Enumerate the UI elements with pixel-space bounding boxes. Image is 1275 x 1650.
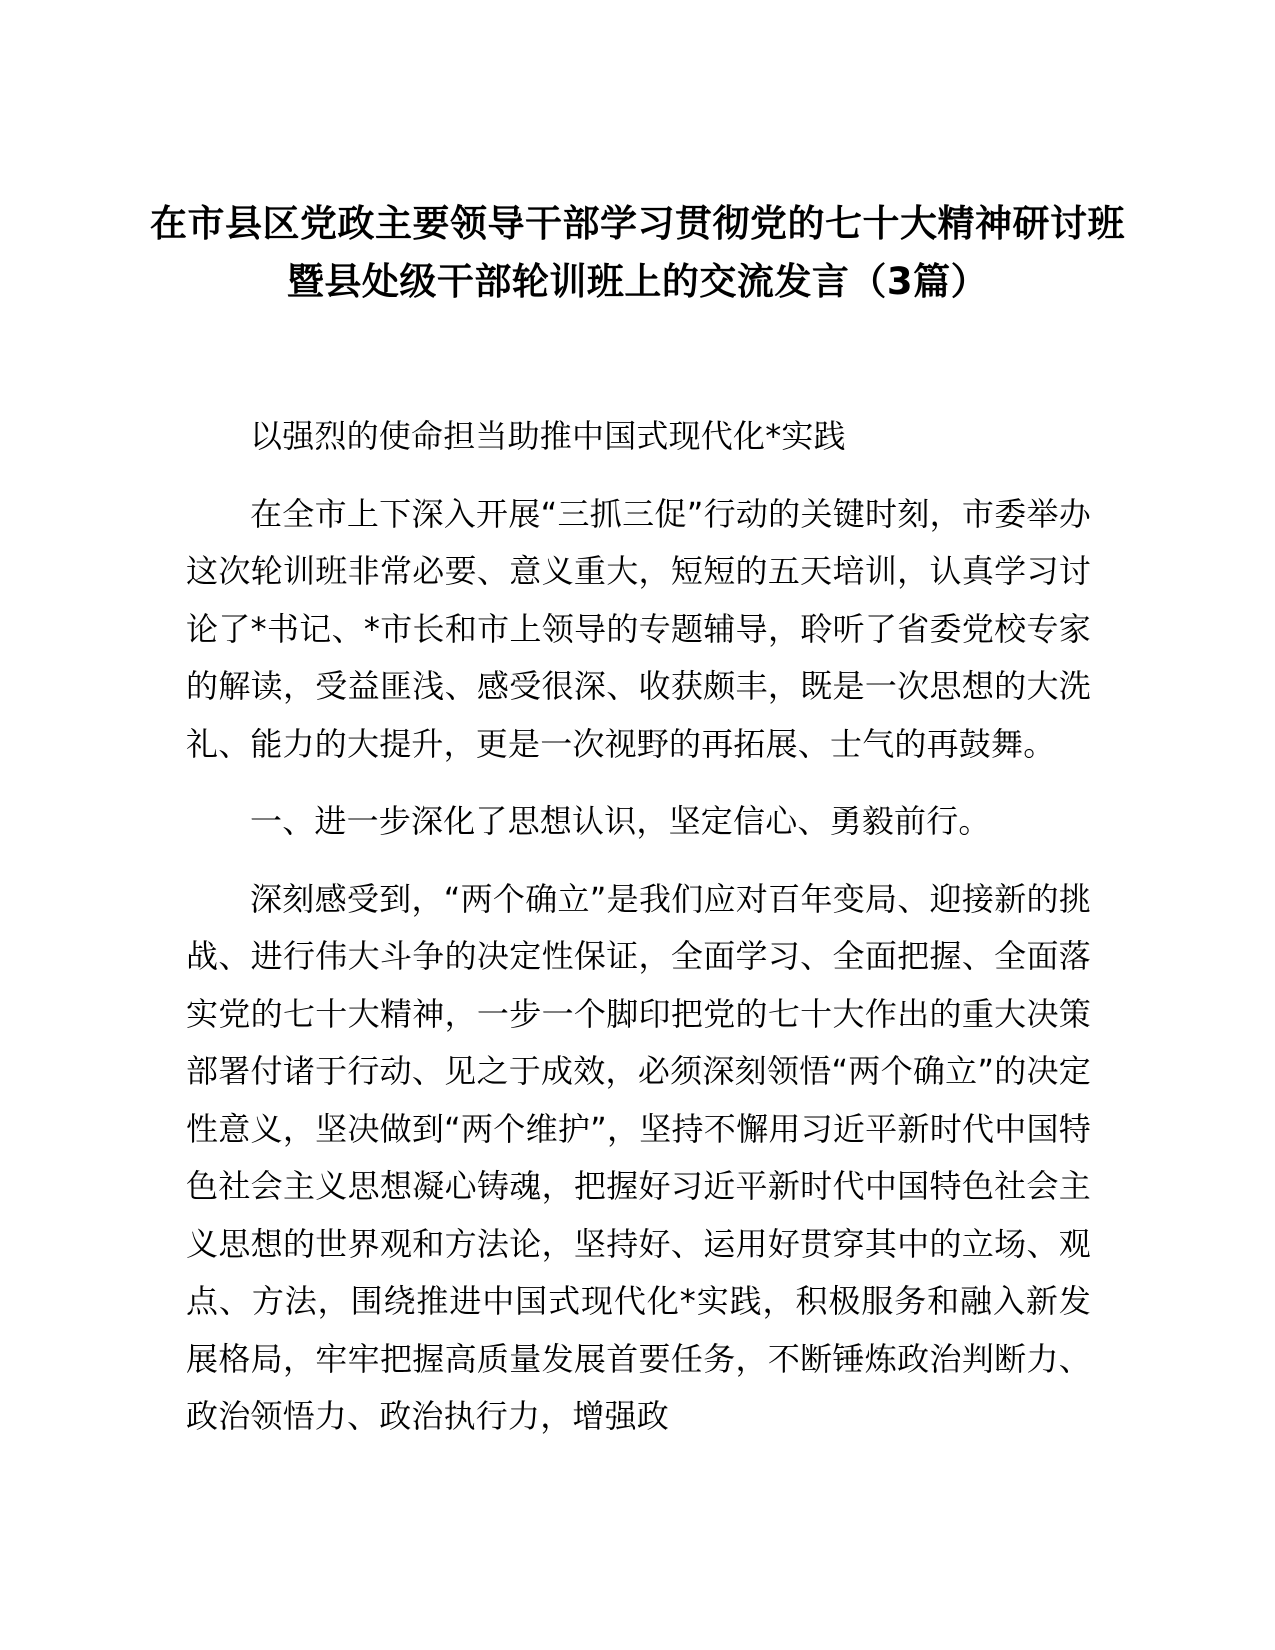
document-title: 在市县区党政主要领导干部学习贯彻党的七十大精神研讨班暨县处级干部轮训班上的交流发言（3篇） (150, 202, 1125, 303)
section-heading-one: 一、进一步深化了思想认识，坚定信心、勇毅前行。 (250, 802, 991, 840)
paragraph-intro: 在全市上下深入开展“三抓三促”行动的关键时刻，市委举办这次轮训班非常必要、意义重大，短短的五天培训，认真学习讨论了*书记、*市长和市上领导的专题辅导，聆听了省委党校专家的解读，受益匪浅、感受很深、收获颇丰，既是一次思想的大洗礼、能力的大提升，更是一次视野的再拓展、士气的再鼓舞。 (186, 494, 1091, 763)
paragraph-body: 深刻感受到，“两个确立”是我们应对百年变局、迎接新的挑战、进行伟大斗争的决定性保证，全面学习、全面把握、全面落实党的七十大精神，一步一个脚印把党的七十大作出的重大决策部署付诸于行动、见之于成效，必须深刻领悟“两个确立”的决定性意义，坚决做到“两个维护”，坚持不懈用习近平新时代中国特色社会主义思想凝心铸魂，把握好习近平新时代中国特色社会主义思想的世界观和方法论，坚持好、运用好贯穿其中的立场、观点、方法，围绕推进中国式现代化*实践，积极服务和融入新发展格局，牢牢把握高质量发展首要任务，不断锤炼政治判断力、政治领悟力、政治执行力，增强政 (186, 879, 1091, 1435)
section-subtitle: 以强烈的使命担当助推中国式现代化*实践 (250, 417, 846, 455)
document-body (186, 408, 1091, 1466)
